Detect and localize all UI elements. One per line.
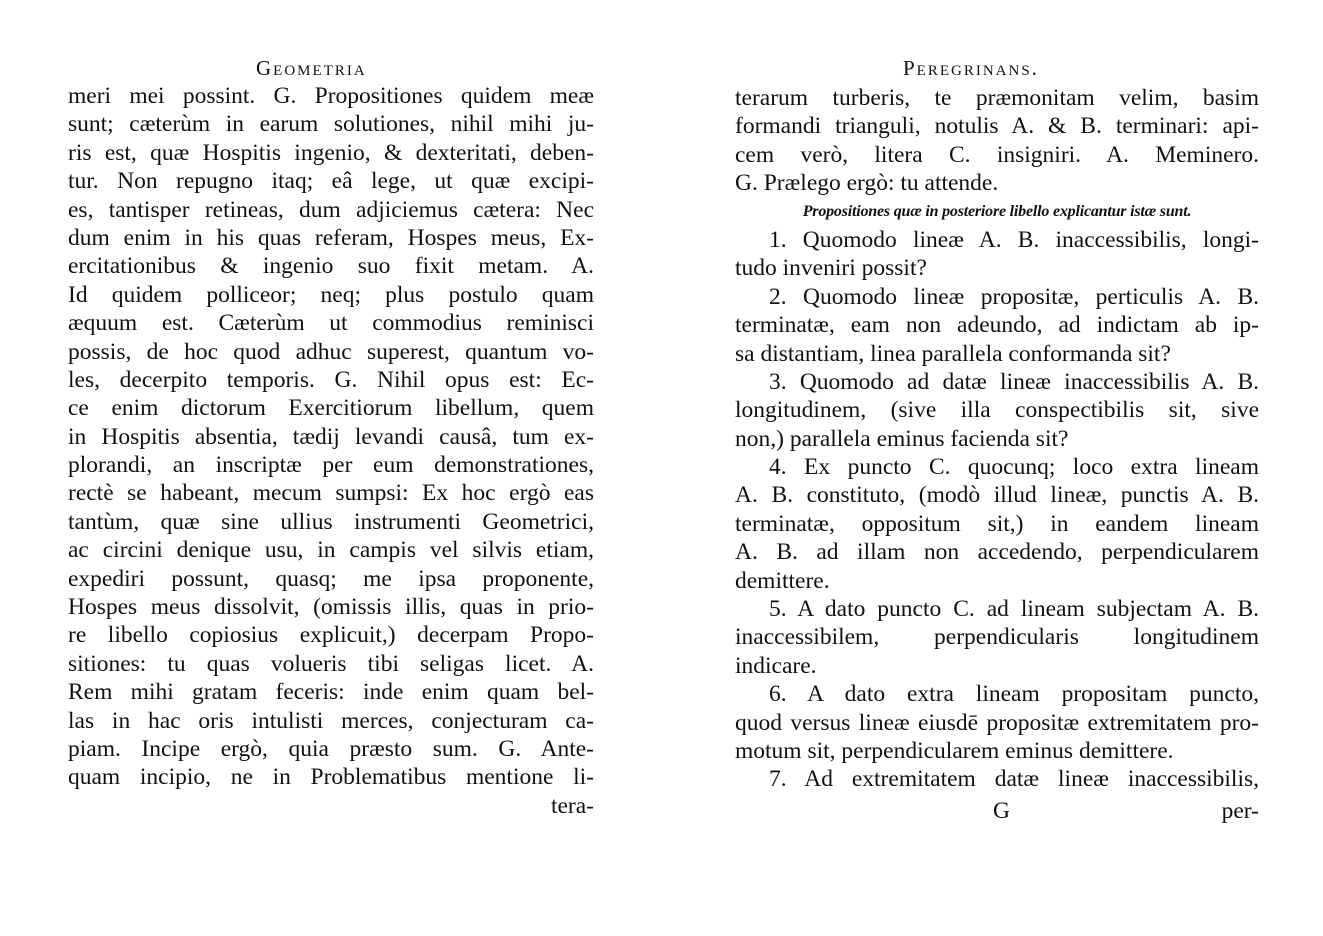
left-catchword: tera- — [550, 792, 594, 819]
text-line: possis, de hoc quod adhuc superest, quantum vo- — [68, 338, 594, 365]
text-line: tantùm, quæ sine ullius instrumenti Geometrici, — [68, 508, 594, 535]
text-line: sitiones: tu quas volueris tibi seligas licet. A. — [68, 650, 594, 677]
text-line: formandi trianguli, notulis A. & B. terminari: api- — [735, 113, 1259, 140]
proposition-line: 3. Quomodo ad datæ lineæ inaccessibilis A. B. — [769, 368, 1259, 395]
text-line: quam incipio, ne in Problematibus mentione li- — [68, 764, 594, 791]
proposition-line: quod versus lineæ eiusdē propositæ extremitatem pro- — [735, 709, 1259, 736]
text-line: plorandi, an inscriptæ per eum demonstrationes, — [68, 452, 594, 479]
text-line: ac circini denique usu, in campis vel silvis etiam, — [68, 537, 594, 564]
text-line: meri mei possint. G. Propositiones quidem meæ — [68, 83, 594, 109]
proposition-line: A. B. ad illam non accedendo, perpendicularem — [735, 539, 1259, 566]
text-line: piam. Incipe ergò, quia præsto sum. G. Ante- — [68, 735, 594, 762]
right-catchword: per- — [1221, 798, 1259, 824]
proposition-line: demittere. — [735, 567, 830, 594]
proposition-line: indicare. — [735, 652, 817, 679]
text-line: re libello copiosius explicuit,) decerpam Propo- — [68, 622, 594, 649]
text-line: es, tantisper retineas, dum adjiciemus cætera: Nec — [68, 196, 594, 223]
proposition-line: motum sit, perpendicularem eminus demittere. — [735, 737, 1174, 764]
section-heading: Propositiones quæ in posteriore libello explicantur istæ sunt. — [802, 202, 1192, 220]
right-text-block — [735, 84, 1259, 794]
right-running-head: Peregrinans. — [903, 56, 1039, 80]
left-running-head: Geometria — [256, 56, 367, 80]
proposition-line: 6. A dato extra lineam propositam puncto, — [769, 681, 1259, 708]
text-line: G. Prælego ergò: tu attende. — [735, 170, 999, 197]
text-line: expediri possunt, quasq; me ipsa proponente, — [68, 565, 594, 592]
text-line: ris est, quæ Hospitis ingenio, & dexteritati, deben- — [68, 139, 594, 166]
text-line: les, decerpito temporis. G. Nihil opus est: Ec- — [68, 366, 594, 393]
text-line: ercitationibus & ingenio suo fixit metam. A. — [68, 253, 594, 280]
text-line: rectè se habeant, mecum sumpsi: Ex hoc ergò eas — [68, 480, 594, 507]
proposition-line: inaccessibilem, perpendicularis longitudinem — [735, 624, 1259, 651]
text-line: æquum est. Cæterùm ut commodius reminisci — [68, 310, 594, 337]
text-line: sunt; cæterùm in earum solutiones, nihil mihi ju- — [68, 111, 594, 138]
proposition-line: 5. A dato puncto C. ad lineam subjectam A. B. — [769, 596, 1259, 623]
text-line: Hospes meus dissolvit, (omissis illis, quas in prio- — [68, 594, 594, 621]
proposition-line: 4. Ex puncto C. quocunq; loco extra lineam — [769, 454, 1259, 481]
text-line: terarum turberis, te præmonitam velim, basim — [735, 85, 1259, 111]
proposition-line: tudo inveniri possit? — [735, 255, 927, 282]
proposition-line: non,) parallela eminus facienda sit? — [735, 425, 1069, 452]
proposition-line: terminatæ, oppositum sit,) in eandem lineam — [735, 510, 1259, 537]
proposition-line: terminatæ, eam non adeundo, ad indictam ab ip- — [735, 312, 1259, 339]
signature-mark: G — [993, 798, 1010, 824]
proposition-line: A. B. constituto, (modò illud lineæ, punctis A. B. — [735, 482, 1259, 509]
text-line: cem verò, litera C. insigniri. A. Meminero. — [735, 141, 1259, 168]
proposition-line: 1. Quomodo lineæ A. B. inaccessibilis, longi- — [769, 226, 1259, 253]
proposition-line: sa distantiam, linea parallela conformanda sit? — [735, 340, 1171, 367]
text-line: in Hospitis absentia, tædij levandi causâ, tum ex- — [68, 423, 594, 450]
proposition-line: longitudinem, (sive illa conspectibilis sit, sive — [735, 397, 1259, 424]
text-line: dum enim in his quas referam, Hospes meus, Ex- — [68, 224, 594, 251]
left-text-block — [68, 82, 594, 820]
text-line: Id quidem polliceor; neq; plus postulo quam — [68, 281, 594, 308]
text-line: tur. Non repugno itaq; eâ lege, ut quæ excipi- — [68, 168, 594, 195]
text-line: ce enim dictorum Exercitiorum libellum, quem — [68, 395, 594, 422]
text-line: Rem mihi gratam feceris: inde enim quam bel- — [68, 679, 594, 706]
proposition-line: 7. Ad extremitatem datæ lineæ inaccessibilis, — [769, 766, 1259, 793]
right-page-footer — [735, 798, 1259, 826]
text-line: las in hac oris intulisti merces, conjecturam ca- — [68, 707, 594, 734]
proposition-line: 2. Quomodo lineæ propositæ, perticulis A. B. — [769, 283, 1259, 310]
